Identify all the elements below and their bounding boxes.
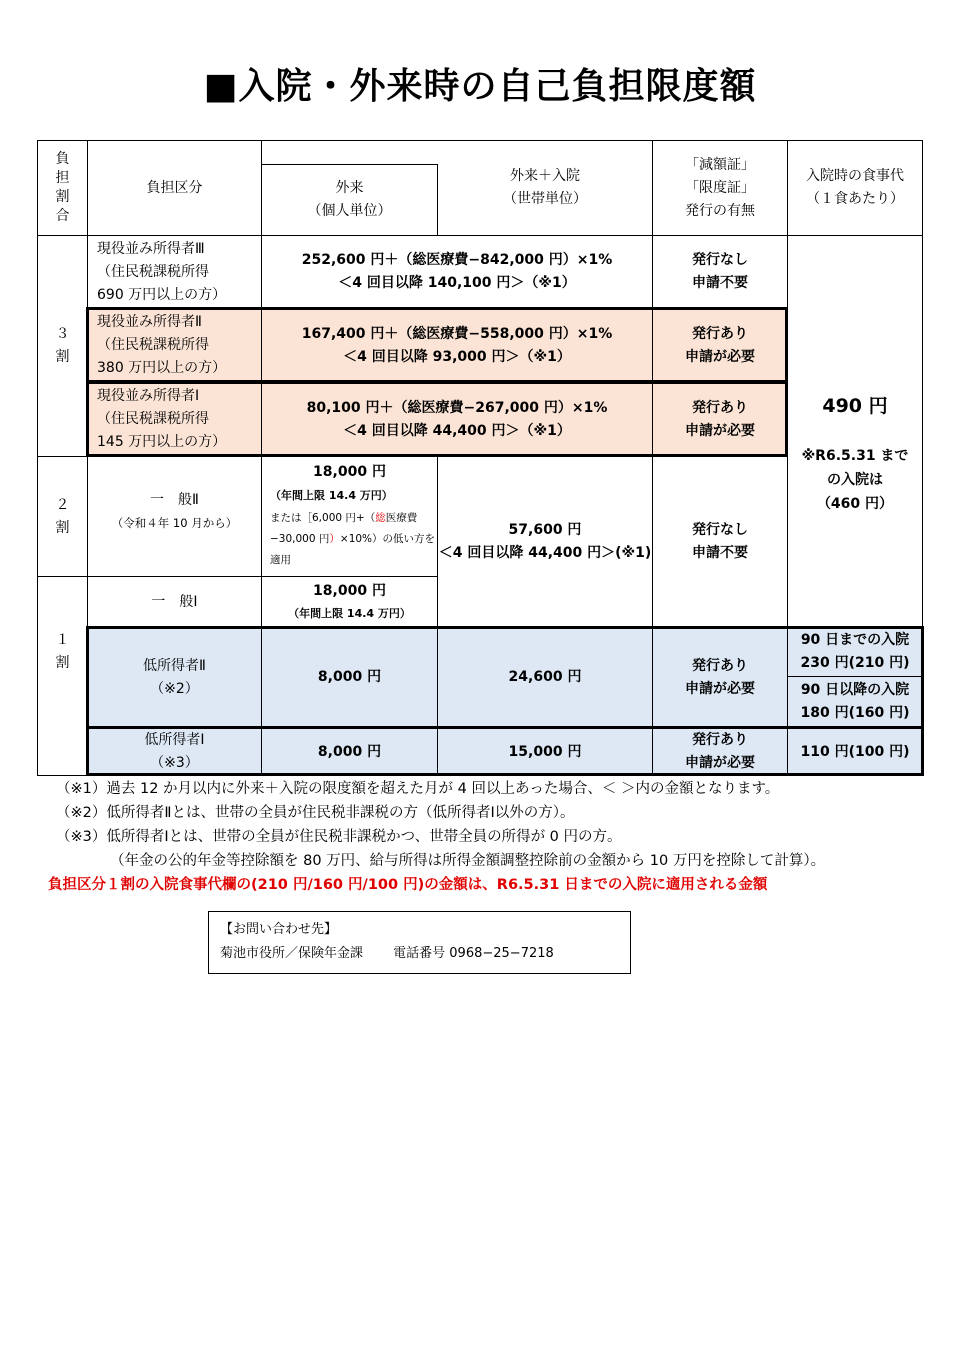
outpatient-general2-alt — [270, 508, 437, 571]
cert-high3-text: 発行なし 申請不要 — [692, 252, 748, 291]
page-title: ■入院・外来時の自己負担限度額 — [203, 66, 757, 107]
header-meal — [788, 141, 922, 235]
footnote-1: （※1）過去 12 か月以内に外来＋入院の限度額を超えた月が 4 回以上あった場合、＜ ＞内の金額となります。 — [56, 781, 780, 797]
meal-low2-after90 — [788, 677, 922, 727]
cert-low1 — [653, 729, 787, 775]
header-combined — [438, 141, 652, 235]
alt-part-e: 適用 — [270, 554, 291, 566]
outpatient-general1 — [262, 577, 437, 627]
meal-low1 — [788, 729, 922, 775]
header-ratio — [38, 141, 87, 235]
category-high3-text: 現役並み所得者Ⅲ （住民税課税所得 690 万円以上の方） — [97, 240, 227, 303]
combined-low2-text: 24,600 円 — [508, 669, 582, 685]
footnote-2: （※2）低所得者Ⅱとは、世帯の全員が住民税非課税の方（低所得者Ⅰ以外の方）。 — [56, 805, 575, 821]
contact-heading: 【お問い合わせ先】 — [220, 922, 338, 937]
category-low1-text: 低所得者Ⅰ （※3） — [144, 732, 205, 771]
header-outpatient — [262, 165, 437, 235]
contact-box — [208, 911, 631, 974]
meal-low1-text: 110 円(100 円) — [800, 743, 910, 760]
cert-high2-text: 発行あり 申請が必要 — [685, 325, 755, 365]
meal-price: 490 円 — [822, 395, 888, 417]
outpatient-low1 — [262, 729, 437, 775]
header-category-text: 負担区分 — [146, 179, 203, 196]
outpatient-low1-text: 8,000 円 — [317, 743, 382, 760]
header-category — [88, 141, 261, 235]
header-combined-text: 外来＋入院 （世帯単位） — [503, 168, 587, 207]
category-general2-text: 一 般Ⅱ — [150, 491, 199, 508]
contact-line — [220, 942, 630, 966]
cert-high1-text: 発行あり 申請が必要 — [685, 399, 755, 439]
category-high2 — [88, 309, 261, 382]
header-outpatient-text: 外来 （個人単位） — [307, 180, 392, 219]
ratio-3 — [38, 236, 87, 456]
outpatient-low2-text: 8,000 円 — [317, 669, 382, 685]
meal-merged — [788, 236, 922, 627]
cert-general — [653, 457, 787, 627]
combined-general — [438, 457, 652, 627]
limit-high1 — [262, 383, 652, 456]
outpatient-general2-main: 18,000 円 — [313, 464, 386, 480]
category-general1-text: 一 般Ⅰ — [151, 593, 198, 610]
ratio-1-text: １ 割 — [55, 632, 70, 671]
category-general2 — [88, 457, 261, 576]
limit-high2-text: 167,400 円＋（総医療費−558,000 円）×1% ＜4 回目以降 93,000 円＞（※1） — [301, 325, 613, 365]
outpatient-general1-cap: （年間上限 14.4 万円） — [288, 606, 411, 620]
category-general1 — [88, 577, 261, 627]
contact-office: 菊池市役所／保険年金課 — [220, 946, 364, 961]
meal-note: ※R6.5.31 まで の入院は （460 円） — [801, 448, 909, 512]
meal-low2-after90-text: 90 日以降の入院 180 円(160 円) — [800, 682, 910, 721]
category-high2-text: 現役並み所得者Ⅱ （住民税課税所得 380 万円以上の方） — [97, 314, 227, 376]
alt-part-red2: ） — [329, 533, 340, 545]
cert-high3 — [653, 236, 787, 308]
category-low2-text: 低所得者Ⅱ （※2） — [143, 657, 206, 697]
category-general2-note: （令和４年 10 月から） — [111, 515, 238, 530]
ratio-3-text: ３ 割 — [55, 326, 70, 365]
cert-low2 — [653, 628, 787, 727]
contact-phone: 電話番号 0968−25−7218 — [393, 946, 554, 961]
alt-part-d: ×10%）の低い方を — [339, 533, 436, 545]
combined-low1-text: 15,000 円 — [508, 743, 582, 760]
header-certificate-text: 「減額証」 「限度証」 発行の有無 — [685, 156, 755, 219]
cert-general-text: 発行なし 申請不要 — [692, 522, 748, 561]
outpatient-general1-main: 18,000 円 — [313, 582, 386, 599]
limit-high2 — [262, 309, 652, 382]
alt-part-b: 医療費 — [385, 512, 418, 524]
alt-part-c: −30,000 円 — [270, 533, 330, 545]
cert-low1-text: 発行あり 申請が必要 — [685, 732, 755, 771]
header-ratio-text: 負 担 割 合 — [55, 151, 70, 224]
category-high1-text: 現役並み所得者Ⅰ （住民税課税所得 145 万円以上の方） — [97, 388, 227, 450]
limit-high3 — [262, 236, 652, 308]
category-high1 — [88, 383, 261, 456]
footnote-3: （※3）低所得者Ⅰとは、世帯の全員が住民税非課税かつ、世帯全員の所得が 0 円の方。 — [56, 829, 622, 845]
footnote-3-detail: （年金の公的年金等控除額を 80 万円、給与所得は所得金額調整控除前の金額から 10 万円を控除して計算）。 — [110, 853, 826, 869]
outpatient-low2 — [262, 628, 437, 727]
alt-part-a: または［6,000 円+（ — [270, 512, 376, 524]
combined-low2 — [438, 628, 652, 727]
header-certificate — [653, 141, 787, 235]
cert-high2 — [653, 309, 787, 382]
meal-low2-before90 — [788, 628, 922, 676]
cert-high1 — [653, 383, 787, 456]
combined-general-text: 57,600 円 ＜4 回目以降 44,400 円＞(※1) — [438, 522, 652, 561]
header-meal-text: 入院時の食事代 （１食あたり） — [806, 168, 904, 207]
category-high3 — [88, 236, 261, 308]
category-low1 — [88, 729, 261, 775]
limit-high3-text: 252,600 円＋（総医療費−842,000 円）×1% ＜4 回目以降 140,100 円＞（※1） — [301, 252, 613, 291]
ratio-2 — [38, 457, 87, 576]
ratio-1 — [38, 577, 87, 727]
cert-low2-text: 発行あり 申請が必要 — [685, 657, 755, 697]
alt-part-red1: 総 — [375, 512, 386, 524]
combined-low1 — [438, 729, 652, 775]
outpatient-general2 — [262, 457, 437, 576]
category-low2 — [88, 628, 261, 727]
ratio-2-text: ２ 割 — [55, 496, 70, 536]
meal-low2-before90-text: 90 日までの入院 230 円(210 円) — [800, 632, 910, 671]
limit-high1-text: 80,100 円＋（総医療費−267,000 円）×1% ＜4 回目以降 44,400 円＞（※1） — [306, 399, 608, 439]
red-note: 負担区分１割の入院食事代欄の(210 円/160 円/100 円)の金額は、R6.5.31 日までの入院に適用される金額 — [48, 877, 768, 893]
outpatient-general2-cap: （年間上限 14.4 万円） — [270, 489, 393, 502]
